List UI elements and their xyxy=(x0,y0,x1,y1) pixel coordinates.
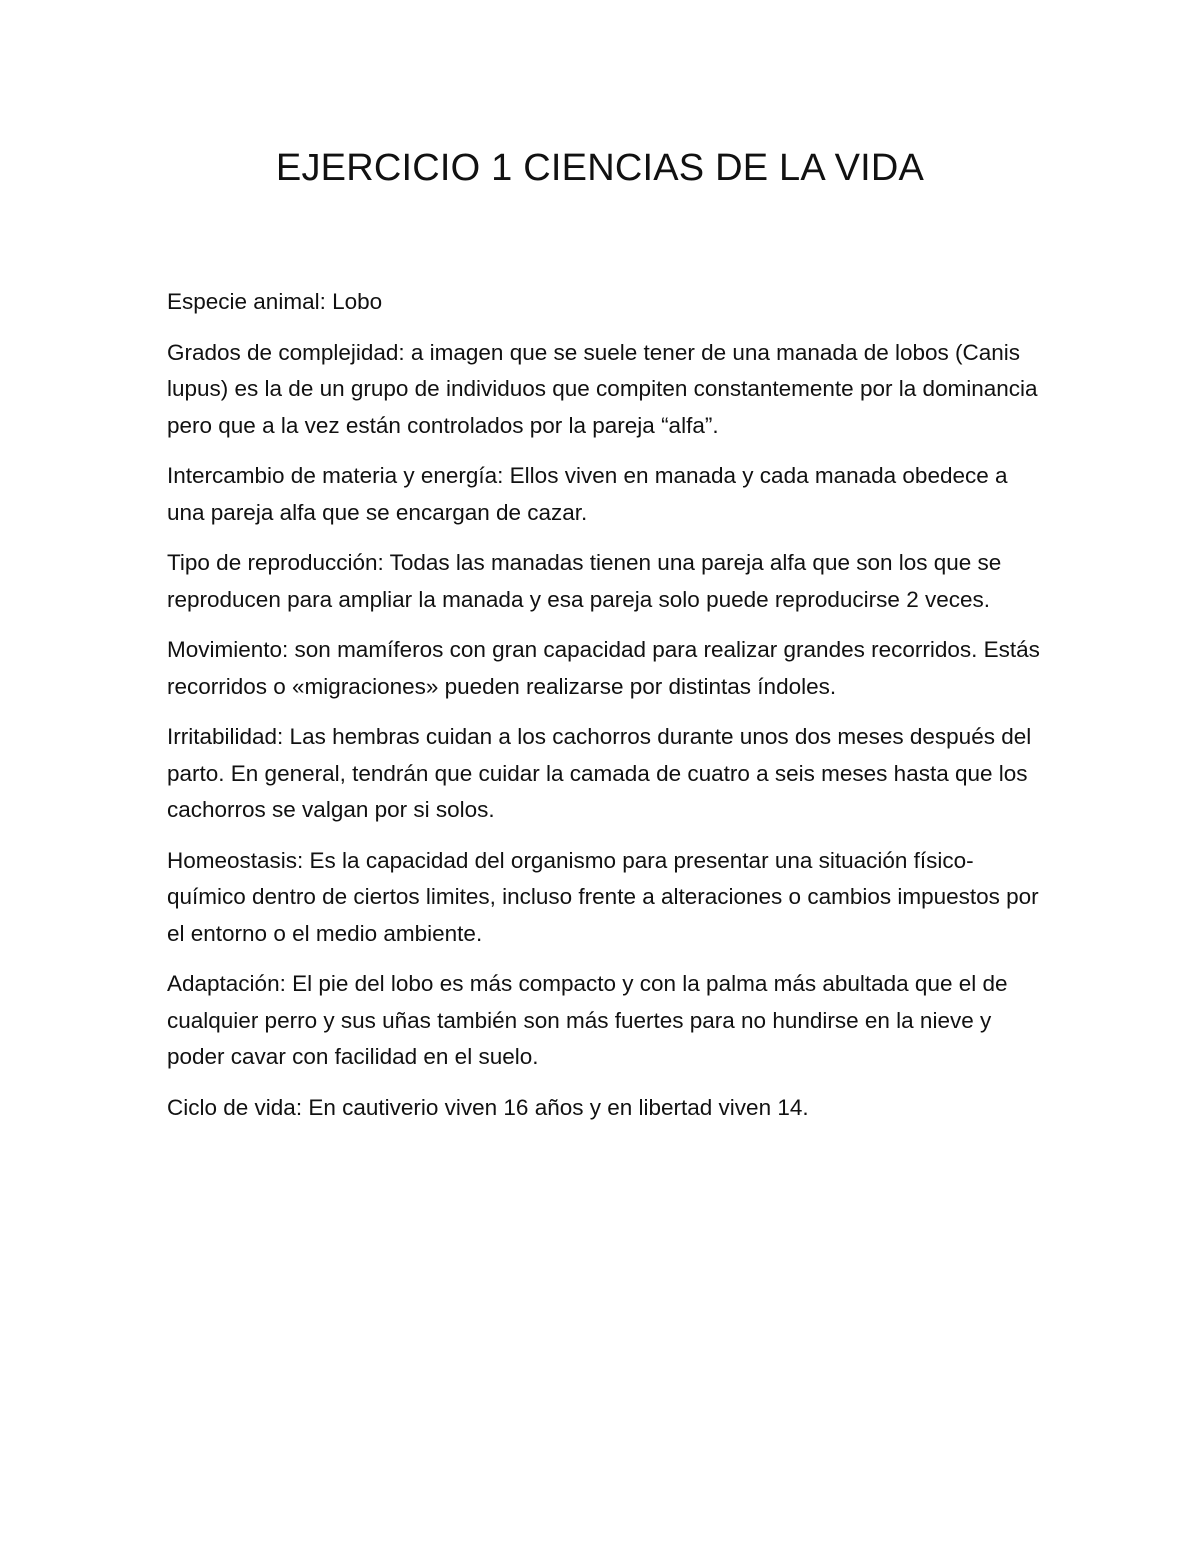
paragraph-especie: Especie animal: Lobo xyxy=(167,289,383,314)
document-body xyxy=(167,284,1047,1140)
paragraph-irritabilidad: Irritabilidad: Las hembras cuidan a los cachorros durante unos dos meses después del parto. En general, tendrán que cuidar la camada de cuatro a seis meses hasta que los cachorros se valgan por si solos. xyxy=(167,724,1032,822)
paragraph-ciclo-vida: Ciclo de vida: En cautiverio viven 16 años y en libertad viven 14. xyxy=(167,1094,809,1120)
document-title: EJERCICIO 1 CIENCIAS DE LA VIDA xyxy=(275,147,925,189)
paragraph-adaptacion: Adaptación: El pie del lobo es más compacto y con la palma más abultada que el de cualquier perro y sus uñas también son más fuertes para no hundirse en la nieve y poder cavar con facilidad en el suelo. xyxy=(167,971,1008,1069)
paragraph-reproduccion: Tipo de reproducción: Todas las manadas tienen una pareja alfa que son los que se reproducen para ampliar la manada y esa pareja solo puede reproducirse 2 veces. xyxy=(167,550,1002,612)
paragraph-grados-complejidad: Grados de complejidad: a imagen que se suele tener de una manada de lobos (Canis lupus) es la de un grupo de individuos que compiten constantemente por la dominancia pero que a la vez están controlados por la pareja “alfa”. xyxy=(167,339,1038,438)
paragraph-intercambio: Intercambio de materia y energía: Ellos viven en manada y cada manada obedece a una pareja alfa que se encargan de cazar. xyxy=(167,463,1008,525)
paragraph-homeostasis: Homeostasis: Es la capacidad del organismo para presentar una situación físico-químico dentro de ciertos limites, incluso frente a alteraciones o cambios impuestos por el entorno o el medio ambiente. xyxy=(167,847,1039,946)
paragraph-movimiento: Movimiento: son mamíferos con gran capacidad para realizar grandes recorridos. Estás recorridos o «migraciones» pueden realizarse por distintas índoles. xyxy=(167,637,1040,699)
